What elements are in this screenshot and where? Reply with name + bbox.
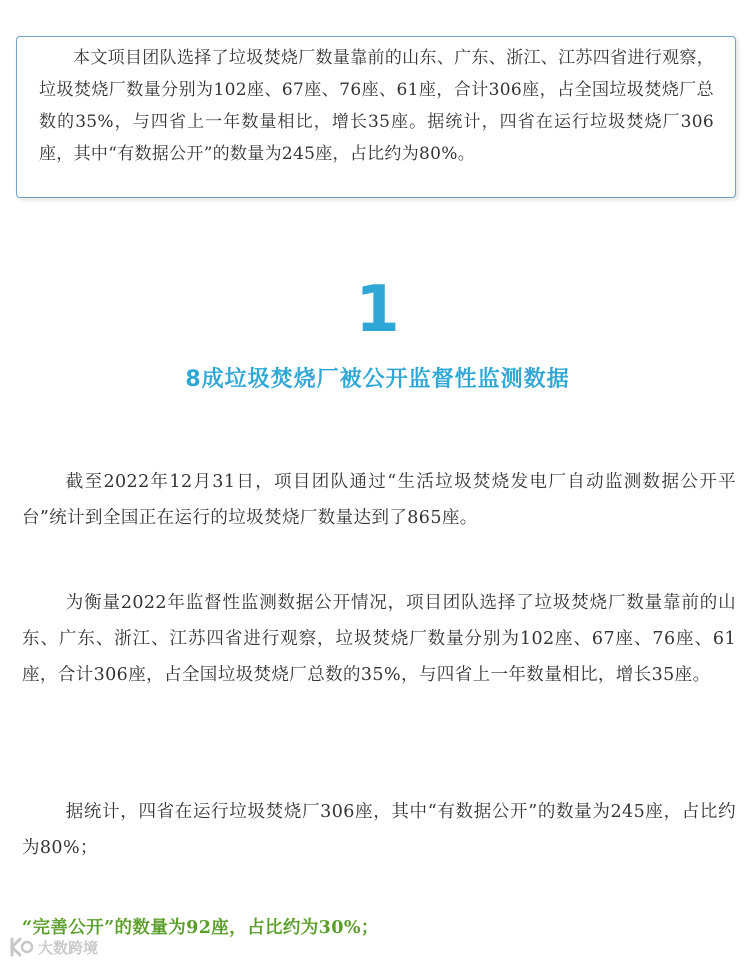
section-heading: 8成垃圾焚烧厂被公开监督性监测数据 bbox=[185, 367, 570, 392]
paragraph-plant-count: 截至2022年12月31日，项目团队通过“生活垃圾焚烧发电厂自动监测数据公开平台”统计到全国正在运行的垃圾焚烧厂数量达到了865座。 bbox=[22, 472, 736, 528]
watermark bbox=[8, 936, 98, 958]
paragraph-data-public: 据统计，四省在运行垃圾焚烧厂306座，其中“有数据公开”的数量为245座，占比约为80%； bbox=[22, 802, 736, 858]
paragraph-four-provinces: 为衡量2022年监督性监测数据公开情况，项目团队选择了垃圾焚烧厂数量靠前的山东、广东、浙江、江苏四省进行观察，垃圾焚烧厂数量分别为102座、67座、76座、61座，合计306座，占全国垃圾焚烧厂总数的35%，与四省上一年数量相比，增长35座。 bbox=[22, 593, 736, 685]
summary-text: 本文项目团队选择了垃圾焚烧厂数量靠前的山东、广东、浙江、江苏四省进行观察，垃圾焚烧厂数量分别为102座、67座、76座、61座，合计306座，占全国垃圾焚烧厂总数的35%，与四省上一年数量相比，增长35座。据统计，四省在运行垃圾焚烧厂306座，其中“有数据公开”的数量为245座，占比约为80%。 bbox=[39, 48, 714, 164]
watermark-text: 大数跨境 bbox=[38, 938, 99, 957]
watermark-logo-icon bbox=[8, 936, 34, 958]
summary-box bbox=[16, 36, 736, 198]
section-number: 1 bbox=[355, 273, 400, 347]
highlight-complete-disclosure: “完善公开”的数量为92座，占比约为30%； bbox=[22, 918, 379, 938]
